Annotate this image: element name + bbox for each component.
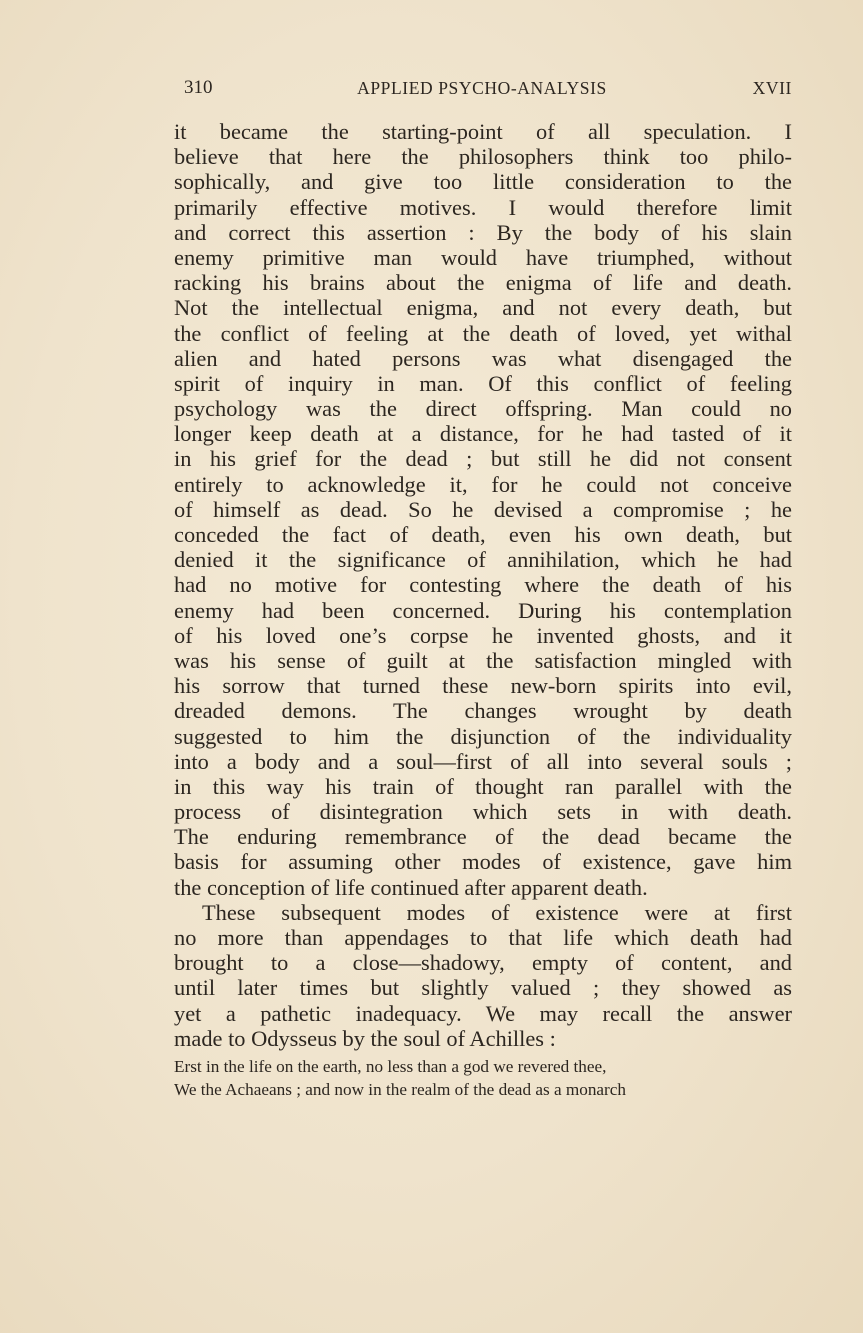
text-line: into a body and a soul—first of all into several souls ; xyxy=(174,748,792,774)
text-line: spirit of inquiry in man. Of this conflict of feeling xyxy=(174,370,792,396)
text-line: The enduring remembrance of the dead became the xyxy=(174,824,792,850)
text-line: primarily effective motives. I would therefore limit xyxy=(174,194,792,220)
text-line: dreaded demons. The changes wrought by death xyxy=(174,698,792,724)
paragraph-2 xyxy=(174,900,792,1051)
text-line: yet a pathetic inadequacy. We may recall the answer xyxy=(174,1000,792,1026)
text-line: denied it the significance of annihilation, which he had xyxy=(174,547,792,573)
text-line: alien and hated persons was what disengaged the xyxy=(174,345,792,371)
text-line: made to Odysseus by the soul of Achilles : xyxy=(174,1025,556,1051)
body-text xyxy=(174,119,792,1051)
text-line: it became the starting-point of all speculation. I xyxy=(174,119,792,144)
chapter-number: XVII xyxy=(752,78,792,98)
text-line: the conflict of feeling at the death of loved, yet withal xyxy=(174,320,792,346)
text-line: in his grief for the dead ; but still he did not consent xyxy=(174,446,792,472)
text-line: sophically, and give too little consideration to the xyxy=(174,169,792,195)
running-title: APPLIED PSYCHO-ANALYSIS xyxy=(357,78,607,98)
text-line: conceded the fact of death, even his own death, but xyxy=(174,522,792,547)
text-line: suggested to him the disjunction of the individuality xyxy=(174,723,792,749)
text-line: basis for assuming other modes of existence, gave him xyxy=(174,849,792,875)
verse-line: Erst in the life on the earth, no less than a god we revered thee, xyxy=(174,1057,607,1076)
verse-quotation xyxy=(174,1055,792,1101)
page-number: 310 xyxy=(184,77,213,98)
text-line: of himself as dead. So he devised a compromise ; he xyxy=(174,496,792,522)
text-line: believe that here the philosophers think too philo- xyxy=(174,144,792,170)
text-line: process of disintegration which sets in with death. xyxy=(174,799,792,825)
text-line: enemy primitive man would have triumphed, without xyxy=(174,244,792,270)
paragraph-1 xyxy=(174,119,792,900)
text-line: had no motive for contesting where the death of his xyxy=(174,572,792,598)
text-line: and correct this assertion : By the body of his slain xyxy=(174,219,792,245)
text-line: the conception of life continued after apparent death. xyxy=(174,874,648,900)
text-line: racking his brains about the enigma of life and death. xyxy=(174,270,792,296)
text-line: his sorrow that turned these new-born spirits into evil, xyxy=(174,673,792,699)
text-line: Not the intellectual enigma, and not every death, but xyxy=(174,295,792,321)
text-line: longer keep death at a distance, for he had tasted of it xyxy=(174,421,792,447)
text-line: until later times but slightly valued ; they showed as xyxy=(174,975,792,1001)
text-line: in this way his train of thought ran parallel with the xyxy=(174,773,792,799)
running-head xyxy=(172,78,792,104)
text-line: of his loved one’s corpse he invented ghosts, and it xyxy=(174,622,792,648)
text-line: These subsequent modes of existence were at first xyxy=(202,899,792,925)
text-line: entirely to acknowledge it, for he could not conceive xyxy=(174,471,792,497)
text-line: psychology was the direct offspring. Man could no xyxy=(174,396,792,422)
text-line: enemy had been concerned. During his contemplation xyxy=(174,597,792,623)
text-line: brought to a close—shadowy, empty of content, and xyxy=(174,950,792,976)
verse-line: We the Achaeans ; and now in the realm of the dead as a monarch xyxy=(174,1080,627,1099)
text-line: no more than appendages to that life which death had xyxy=(174,925,792,950)
text-line: was his sense of guilt at the satisfaction mingled with xyxy=(174,647,792,673)
